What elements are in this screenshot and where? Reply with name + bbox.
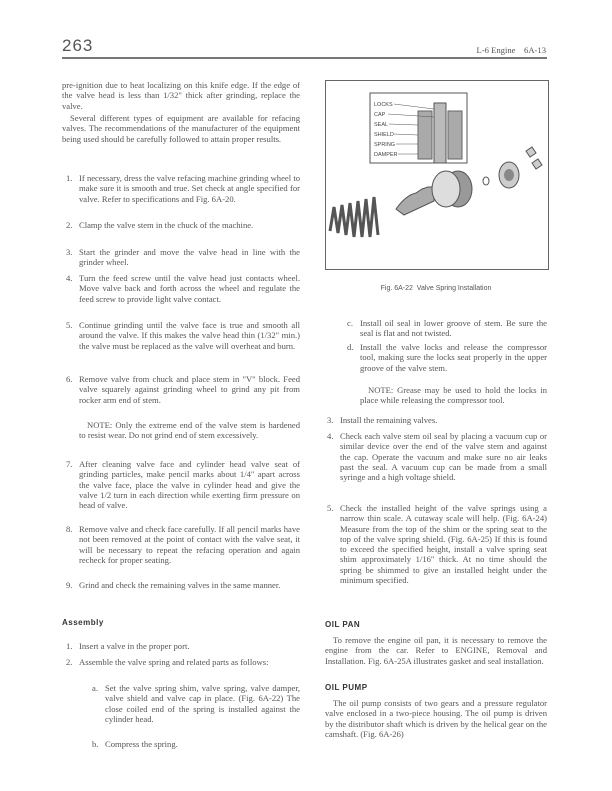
sub-item: b. Compress the spring. — [92, 739, 178, 749]
locks — [526, 147, 542, 169]
list-item: 3. Start the grinder and move the valve head in line with the grinder wheel. — [66, 247, 300, 268]
paragraph: Several different types of equipment are available for refacing valves. The recommendations of the manufacturer of the equipment being used should be carefully followed to attain proper results. — [62, 113, 300, 144]
list-item: 4. Check each valve stem oil seal by placing a vacuum cup or similar device over the end of the valve stem and against the cap. Operate the vacuum and make sure no air leaks past the seal. A vacuum cup can be made from a small syringe and a high voltage shield. — [327, 431, 547, 483]
figure-valve-spring — [325, 80, 549, 270]
list-item: 9. Grind and check the remaining valves in the same manner. — [66, 580, 281, 590]
damper — [396, 187, 434, 215]
note: NOTE: Only the extreme end of the valve stem is hardened to resist wear. Do not grind end of stem excessively. — [79, 420, 300, 441]
list-item: 2. Assemble the valve spring and related parts as follows: — [66, 657, 269, 667]
page-number: 263 — [62, 36, 94, 55]
spring-coil — [330, 197, 378, 237]
section-heading-oil-pump: OIL PUMP — [325, 683, 368, 692]
label-spring: SPRING — [374, 142, 396, 148]
list-item: 3. Install the remaining valves. — [327, 415, 438, 425]
label-locks: LOCKS — [374, 102, 393, 108]
list-item: 2. Clamp the valve stem in the chuck of the machine. — [66, 220, 254, 230]
section-heading-assembly: Assembly — [62, 618, 104, 627]
label-shield: SHIELD — [374, 132, 394, 138]
list-item: 1. Insert a valve in the proper port. — [66, 641, 190, 651]
sub-item: c. Install oil seal in lower groove of stem. Be sure the seal is flat and not twisted. — [347, 318, 547, 339]
sub-item: a. Set the valve spring shim, valve spring, valve damper, valve shield and valve cap in place. (Fig. 6A-22) The close coiled end of the spring is installed against the cylinder head. — [92, 683, 300, 724]
note: NOTE: Grease may be used to hold the locks in place while releasing the compressor tool. — [360, 385, 547, 406]
label-damper: DAMPER — [374, 152, 398, 158]
sub-item: d. Install the valve locks and release the compressor tool, making sure the locks seat properly in the upper groove of the valve stem. — [347, 342, 547, 373]
list-item: 8. Remove valve and check face carefully. If all pencil marks have not been removed at the point of contact with the valve seat, it will be necessary to repeat the refacing operation and again recheck for proper seating. — [66, 524, 300, 565]
list-item: 7. After cleaning valve face and cylinder head valve seat of grinding particles, make pencil marks about 1/4" apart across the valve face, place the valve in cylinder head and give the valve 1/2 turn in each direction while exerting firm pressure on head of valve. — [66, 459, 300, 511]
paragraph: The oil pump consists of two gears and a pressure regulator valve enclosed in a two-piece housing. The oil pump is driven by the distributor shaft which is driven by the helical gear on the camshaft. (Fig. 6A-26) — [325, 698, 547, 739]
paragraph: To remove the engine oil pan, it is necessary to remove the engine from the car. Refer to ENGINE, Removal and Installation. Fig. 6A-25A illustrates gasket and seal installation. — [325, 635, 547, 666]
spring-left — [418, 111, 432, 159]
list-item: 5. Continue grinding until the valve face is true and smooth all around the valve. If this makes the valve head thin (1/32" min.) the valve must be replaced as the valve will overheat and burn. — [66, 320, 300, 351]
list-item: 4. Turn the feed screw until the valve head just contacts wheel. Move valve back and forth across the wheel and regulate the feed screw to provide light valve contact. — [66, 273, 300, 304]
valve-stem — [434, 103, 446, 163]
section-heading-oil-pan: OIL PAN — [325, 620, 361, 629]
seal — [483, 177, 489, 185]
label-cap: CAP — [374, 112, 386, 118]
label-seal: SEAL — [374, 122, 389, 128]
figure-caption: Fig. 6A-22 Valve Spring Installation — [380, 285, 492, 292]
list-item: 1. If necessary, dress the valve refacing machine grinding wheel to make sure it is smooth and true. Set check at angle specified for valve. Refer to specifications and Fig. 6A-20. — [66, 173, 300, 204]
running-head: L-6 Engine 6A-13 — [476, 45, 546, 55]
paragraph: pre-ignition due to heat localizing on this knife edge. If the edge of the valve head is less than 1/32" thick after grinding, replace the valve. — [62, 80, 300, 111]
spring-right — [448, 111, 462, 159]
valve-spring-illustration — [326, 81, 548, 269]
header-rule — [62, 57, 547, 59]
list-item: 5. Check the installed height of the valve springs using a narrow thin scale. A cutaway scale will help. (Fig. 6A-24) Measure from the top of the shim or the spring seat to the top of the valve spring shield. (Fig. 6A-25) If this is found to exceed the specified height, install a valve spring seat shim approximately 1/16" thick. At no time should the spring be shimmed to give an installed height under the minimum specified. — [327, 503, 547, 586]
list-item: 6. Remove valve from chuck and place stem in "V" block. Feed valve squarely against grinding wheel to grind any pit from rocker arm end of stem. — [66, 374, 300, 405]
